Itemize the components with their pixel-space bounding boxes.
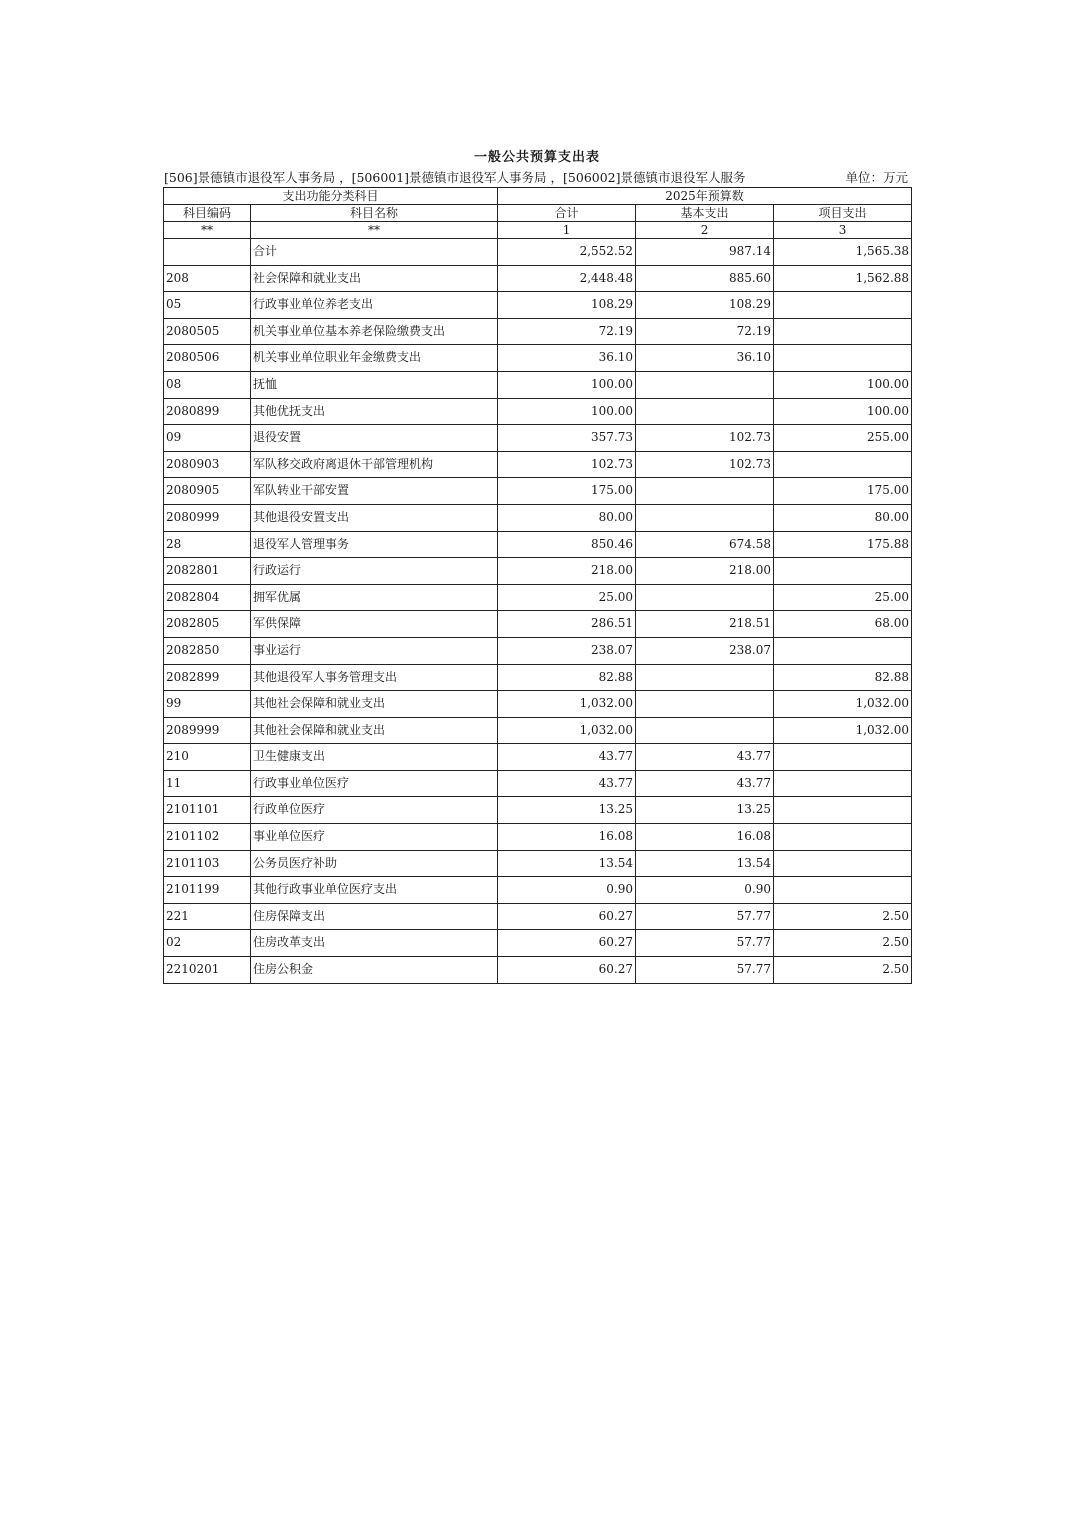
- cell-project: [774, 770, 912, 797]
- cell-project: 2.50: [774, 903, 912, 930]
- cell-basic: [636, 691, 774, 718]
- cell-code: 2101102: [164, 824, 251, 851]
- cell-project: 25.00: [774, 584, 912, 611]
- cell-total: 1,032.00: [498, 691, 636, 718]
- cell-name: 社会保障和就业支出: [251, 265, 498, 292]
- cell-basic: 43.77: [636, 744, 774, 771]
- cell-name: 其他优抚支出: [251, 398, 498, 425]
- cell-code: 2082804: [164, 584, 251, 611]
- cell-project: 68.00: [774, 611, 912, 638]
- cell-basic: [636, 371, 774, 398]
- cell-total: 72.19: [498, 318, 636, 345]
- cell-project: 255.00: [774, 425, 912, 452]
- cell-total: 175.00: [498, 478, 636, 505]
- cell-name: 抚恤: [251, 371, 498, 398]
- cell-total: 0.90: [498, 877, 636, 904]
- cell-code: 2089999: [164, 717, 251, 744]
- cell-basic: 218.51: [636, 611, 774, 638]
- cell-total: 100.00: [498, 371, 636, 398]
- cell-project: 100.00: [774, 371, 912, 398]
- cell-project: 175.88: [774, 531, 912, 558]
- header-code: 科目编码: [164, 205, 251, 222]
- cell-code: 2080899: [164, 398, 251, 425]
- cell-name: 军供保障: [251, 611, 498, 638]
- table-title: 一般公共预算支出表: [473, 150, 600, 165]
- cell-project: [774, 451, 912, 478]
- index-basic: 2: [636, 222, 774, 239]
- cell-code: 2101101: [164, 797, 251, 824]
- cell-code: 05: [164, 292, 251, 319]
- cell-code: 2101103: [164, 850, 251, 877]
- cell-basic: 987.14: [636, 239, 774, 266]
- table-row: [164, 425, 912, 452]
- cell-project: 100.00: [774, 398, 912, 425]
- table-row: [164, 664, 912, 691]
- table-row: [164, 903, 912, 930]
- cell-project: 2.50: [774, 930, 912, 957]
- table-row: [164, 957, 912, 984]
- table-row: [164, 265, 912, 292]
- cell-code: 2082805: [164, 611, 251, 638]
- header-name: 科目名称: [251, 205, 498, 222]
- cell-basic: 102.73: [636, 451, 774, 478]
- cell-code: 2082899: [164, 664, 251, 691]
- cell-total: 100.00: [498, 398, 636, 425]
- cell-total: 80.00: [498, 504, 636, 531]
- cell-code: 11: [164, 770, 251, 797]
- header-group-row: [164, 188, 912, 205]
- cell-name: 合计: [251, 239, 498, 266]
- cell-name: 行政单位医疗: [251, 797, 498, 824]
- cell-code: 2080505: [164, 318, 251, 345]
- cell-project: 2.50: [774, 957, 912, 984]
- cell-code: 2080999: [164, 504, 251, 531]
- cell-project: 1,565.38: [774, 239, 912, 266]
- cell-basic: 218.00: [636, 558, 774, 585]
- cell-total: 43.77: [498, 770, 636, 797]
- cell-name: 机关事业单位职业年金缴费支出: [251, 345, 498, 372]
- cell-project: 175.00: [774, 478, 912, 505]
- cell-name: 公务员医疗补助: [251, 850, 498, 877]
- cell-total: 850.46: [498, 531, 636, 558]
- table-row: [164, 531, 912, 558]
- cell-code: 210: [164, 744, 251, 771]
- cell-name: 其他退役安置支出: [251, 504, 498, 531]
- cell-code: 2101199: [164, 877, 251, 904]
- cell-basic: 57.77: [636, 957, 774, 984]
- cell-project: 82.88: [774, 664, 912, 691]
- table-row: [164, 691, 912, 718]
- cell-code: 2082801: [164, 558, 251, 585]
- department-line: [506]景德镇市退役军人事务局 ，[506001]景德镇市退役军人事务局 ，[506002]景德镇市退役军人服务: [164, 170, 746, 185]
- cell-basic: 72.19: [636, 318, 774, 345]
- table-row: [164, 717, 912, 744]
- index-total: 1: [498, 222, 636, 239]
- index-code: **: [164, 222, 251, 239]
- cell-basic: 885.60: [636, 265, 774, 292]
- table-row: [164, 398, 912, 425]
- cell-code: 28: [164, 531, 251, 558]
- cell-total: 102.73: [498, 451, 636, 478]
- cell-name: 行政事业单位养老支出: [251, 292, 498, 319]
- cell-project: [774, 797, 912, 824]
- cell-basic: 13.54: [636, 850, 774, 877]
- cell-basic: [636, 478, 774, 505]
- cell-total: 2,552.52: [498, 239, 636, 266]
- cell-project: [774, 637, 912, 664]
- cell-code: 2210201: [164, 957, 251, 984]
- cell-name: 拥军优属: [251, 584, 498, 611]
- cell-project: [774, 824, 912, 851]
- cell-name: 机关事业单位基本养老保险缴费支出: [251, 318, 498, 345]
- cell-code: 221: [164, 903, 251, 930]
- cell-total: 238.07: [498, 637, 636, 664]
- cell-basic: 57.77: [636, 903, 774, 930]
- cell-name: 行政运行: [251, 558, 498, 585]
- cell-basic: [636, 398, 774, 425]
- table-row: [164, 797, 912, 824]
- header-project: 项目支出: [774, 205, 912, 222]
- table-row: [164, 744, 912, 771]
- cell-project: 1,562.88: [774, 265, 912, 292]
- unit-label: 单位：万元: [845, 170, 908, 185]
- cell-name: 行政事业单位医疗: [251, 770, 498, 797]
- cell-basic: 238.07: [636, 637, 774, 664]
- cell-total: 286.51: [498, 611, 636, 638]
- header-column-row: [164, 205, 912, 222]
- cell-basic: 13.25: [636, 797, 774, 824]
- cell-basic: 102.73: [636, 425, 774, 452]
- cell-basic: [636, 584, 774, 611]
- cell-name: 其他社会保障和就业支出: [251, 717, 498, 744]
- cell-total: 13.25: [498, 797, 636, 824]
- cell-project: 1,032.00: [774, 717, 912, 744]
- table-row: [164, 611, 912, 638]
- cell-total: 60.27: [498, 930, 636, 957]
- cell-basic: [636, 717, 774, 744]
- cell-total: 43.77: [498, 744, 636, 771]
- cell-total: 13.54: [498, 850, 636, 877]
- table-row: [164, 239, 912, 266]
- cell-project: [774, 877, 912, 904]
- cell-total: 60.27: [498, 957, 636, 984]
- cell-total: 108.29: [498, 292, 636, 319]
- header-basic: 基本支出: [636, 205, 774, 222]
- table-row: [164, 850, 912, 877]
- cell-name: 卫生健康支出: [251, 744, 498, 771]
- cell-name: 其他退役军人事务管理支出: [251, 664, 498, 691]
- cell-name: 其他社会保障和就业支出: [251, 691, 498, 718]
- cell-code: 208: [164, 265, 251, 292]
- cell-code: 2080506: [164, 345, 251, 372]
- cell-basic: 0.90: [636, 877, 774, 904]
- cell-name: 军队移交政府离退休干部管理机构: [251, 451, 498, 478]
- table-row: [164, 478, 912, 505]
- cell-project: 1,032.00: [774, 691, 912, 718]
- cell-total: 218.00: [498, 558, 636, 585]
- cell-project: [774, 744, 912, 771]
- cell-code: 2080903: [164, 451, 251, 478]
- cell-code: 09: [164, 425, 251, 452]
- cell-code: 2080905: [164, 478, 251, 505]
- cell-name: 其他行政事业单位医疗支出: [251, 877, 498, 904]
- cell-basic: [636, 504, 774, 531]
- cell-name: 住房改革支出: [251, 930, 498, 957]
- cell-project: [774, 558, 912, 585]
- cell-name: 住房公积金: [251, 957, 498, 984]
- cell-total: 16.08: [498, 824, 636, 851]
- header-function-category: 支出功能分类科目: [164, 188, 498, 205]
- budget-table: [163, 187, 912, 984]
- table-row: [164, 877, 912, 904]
- table-row: [164, 770, 912, 797]
- cell-total: 60.27: [498, 903, 636, 930]
- header-index-row: [164, 222, 912, 239]
- cell-basic: [636, 664, 774, 691]
- table-row: [164, 930, 912, 957]
- table-row: [164, 318, 912, 345]
- cell-project: [774, 318, 912, 345]
- header-budget-year: 2025年预算数: [498, 188, 912, 205]
- table-row: [164, 824, 912, 851]
- cell-name: 事业运行: [251, 637, 498, 664]
- cell-project: 80.00: [774, 504, 912, 531]
- cell-basic: 16.08: [636, 824, 774, 851]
- header-total: 合计: [498, 205, 636, 222]
- cell-basic: 43.77: [636, 770, 774, 797]
- cell-project: [774, 292, 912, 319]
- cell-basic: 57.77: [636, 930, 774, 957]
- table-row: [164, 637, 912, 664]
- cell-code: 2082850: [164, 637, 251, 664]
- cell-code: 08: [164, 371, 251, 398]
- cell-total: 36.10: [498, 345, 636, 372]
- cell-name: 退役军人管理事务: [251, 531, 498, 558]
- table-row: [164, 292, 912, 319]
- cell-code: 02: [164, 930, 251, 957]
- cell-total: 25.00: [498, 584, 636, 611]
- table-row: [164, 558, 912, 585]
- cell-name: 事业单位医疗: [251, 824, 498, 851]
- cell-total: 1,032.00: [498, 717, 636, 744]
- cell-total: 82.88: [498, 664, 636, 691]
- cell-basic: 108.29: [636, 292, 774, 319]
- cell-code: 99: [164, 691, 251, 718]
- table-row: [164, 451, 912, 478]
- cell-name: 退役安置: [251, 425, 498, 452]
- cell-project: [774, 345, 912, 372]
- cell-total: 2,448.48: [498, 265, 636, 292]
- index-project: 3: [774, 222, 912, 239]
- cell-total: 357.73: [498, 425, 636, 452]
- table-row: [164, 345, 912, 372]
- cell-name: 军队转业干部安置: [251, 478, 498, 505]
- table-row: [164, 584, 912, 611]
- cell-basic: 36.10: [636, 345, 774, 372]
- table-row: [164, 504, 912, 531]
- index-name: **: [251, 222, 498, 239]
- table-row: [164, 371, 912, 398]
- cell-basic: 674.58: [636, 531, 774, 558]
- cell-name: 住房保障支出: [251, 903, 498, 930]
- cell-code: [164, 239, 251, 266]
- cell-project: [774, 850, 912, 877]
